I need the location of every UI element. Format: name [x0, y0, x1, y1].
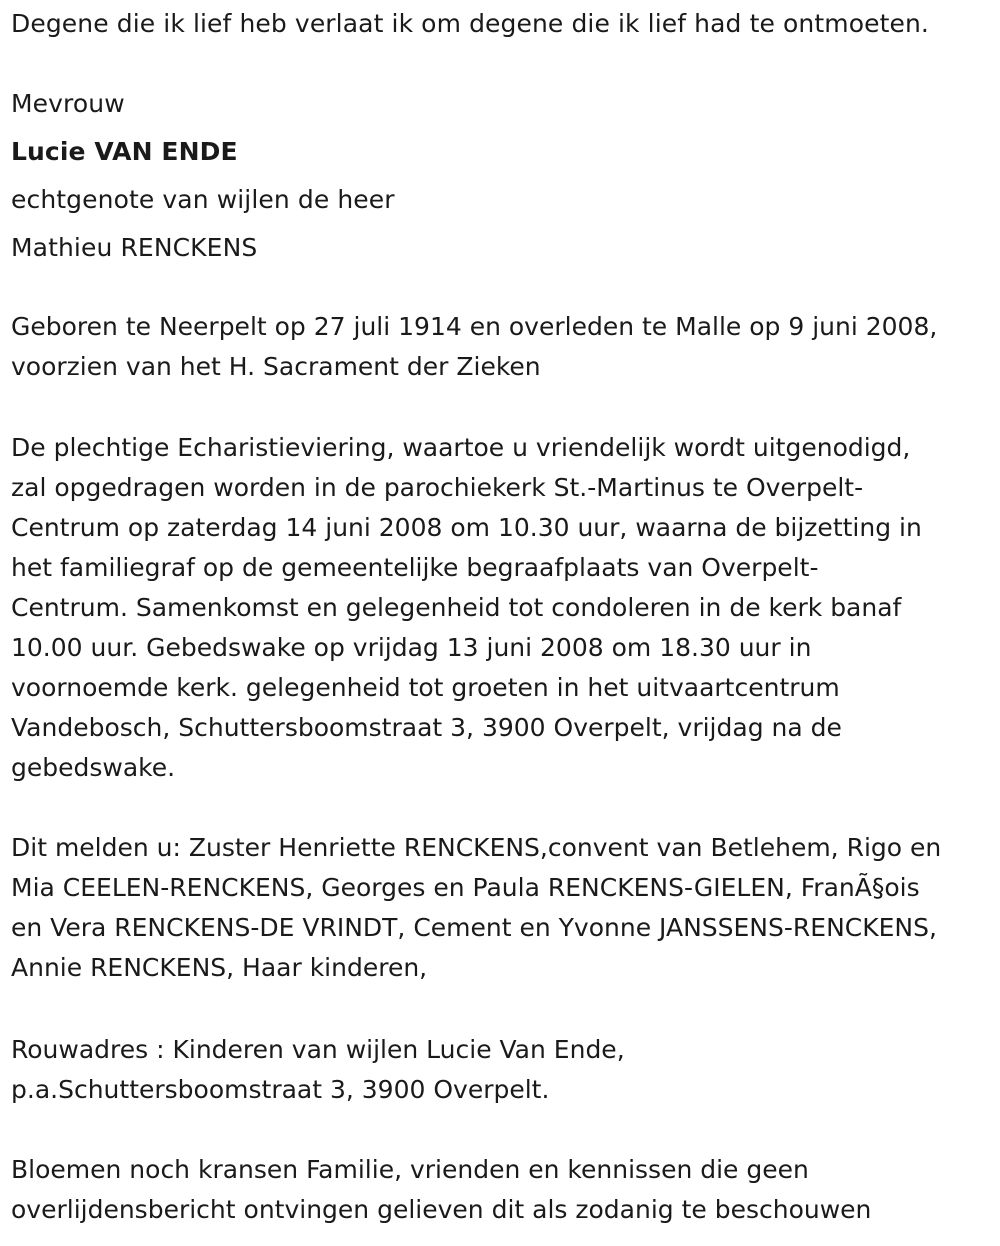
text-line: Bloemen noch kransen Familie, vrienden en kennissen die geen — [11, 1155, 809, 1184]
flowers-paragraph — [11, 1150, 1000, 1230]
family-paragraph — [11, 828, 1000, 988]
honorific: Mevrouw — [11, 89, 125, 118]
text-line: Dit melden u: Zuster Henriette RENCKENS,convent van Betlehem, Rigo en — [11, 833, 942, 862]
text-line: overlijdensbericht ontvingen gelieven dit als zodanig te beschouwen — [11, 1195, 872, 1224]
spouse-line-1: echtgenote van wijlen de heer — [11, 185, 395, 214]
text-line: 10.00 uur. Gebedswake op vrijdag 13 juni 2008 om 18.30 uur in — [11, 633, 812, 662]
mourning-address-paragraph — [11, 1030, 1000, 1110]
birth-death-paragraph — [11, 307, 1000, 387]
text-line: Centrum op zaterdag 14 juni 2008 om 10.30 uur, waarna de bijzetting in — [11, 513, 922, 542]
text-line: p.a.Schuttersboomstraat 3, 3900 Overpelt. — [11, 1075, 550, 1104]
text-line: Vandebosch, Schuttersboomstraat 3, 3900 Overpelt, vrijdag na de — [11, 713, 842, 742]
text-line: De plechtige Echaristieviering, waartoe u vriendelijk wordt uitgenodigd, — [11, 433, 911, 462]
text-line: voorzien van het H. Sacrament der Zieken — [11, 352, 541, 381]
funeral-mass-paragraph — [11, 428, 1000, 788]
text-line: Geboren te Neerpelt op 27 juli 1914 en overleden te Malle op 9 juni 2008, — [11, 312, 938, 341]
text-line: Centrum. Samenkomst en gelegenheid tot condoleren in de kerk banaf — [11, 593, 902, 622]
text-line: Annie RENCKENS, Haar kinderen, — [11, 953, 428, 982]
motto: Degene die ik lief heb verlaat ik om degene die ik lief had te ontmoeten. — [11, 9, 929, 38]
text-line: het familiegraf op de gemeentelijke begraafplaats van Overpelt- — [11, 553, 819, 582]
text-line: voornoemde kerk. gelegenheid tot groeten in het uitvaartcentrum — [11, 673, 840, 702]
text-line: en Vera RENCKENS-DE VRINDT, Cement en Yvonne JANSSENS-RENCKENS, — [11, 913, 937, 942]
text-line: gebedswake. — [11, 753, 176, 782]
text-line: zal opgedragen worden in de parochiekerk St.-Martinus te Overpelt- — [11, 473, 864, 502]
spouse-line-2: Mathieu RENCKENS — [11, 233, 258, 262]
text-line: Rouwadres : Kinderen van wijlen Lucie Van Ende, — [11, 1035, 625, 1064]
text-line: Mia CEELEN-RENCKENS, Georges en Paula RENCKENS-GIELEN, FranÃ§ois — [11, 873, 920, 902]
deceased-name: Lucie VAN ENDE — [11, 137, 238, 166]
